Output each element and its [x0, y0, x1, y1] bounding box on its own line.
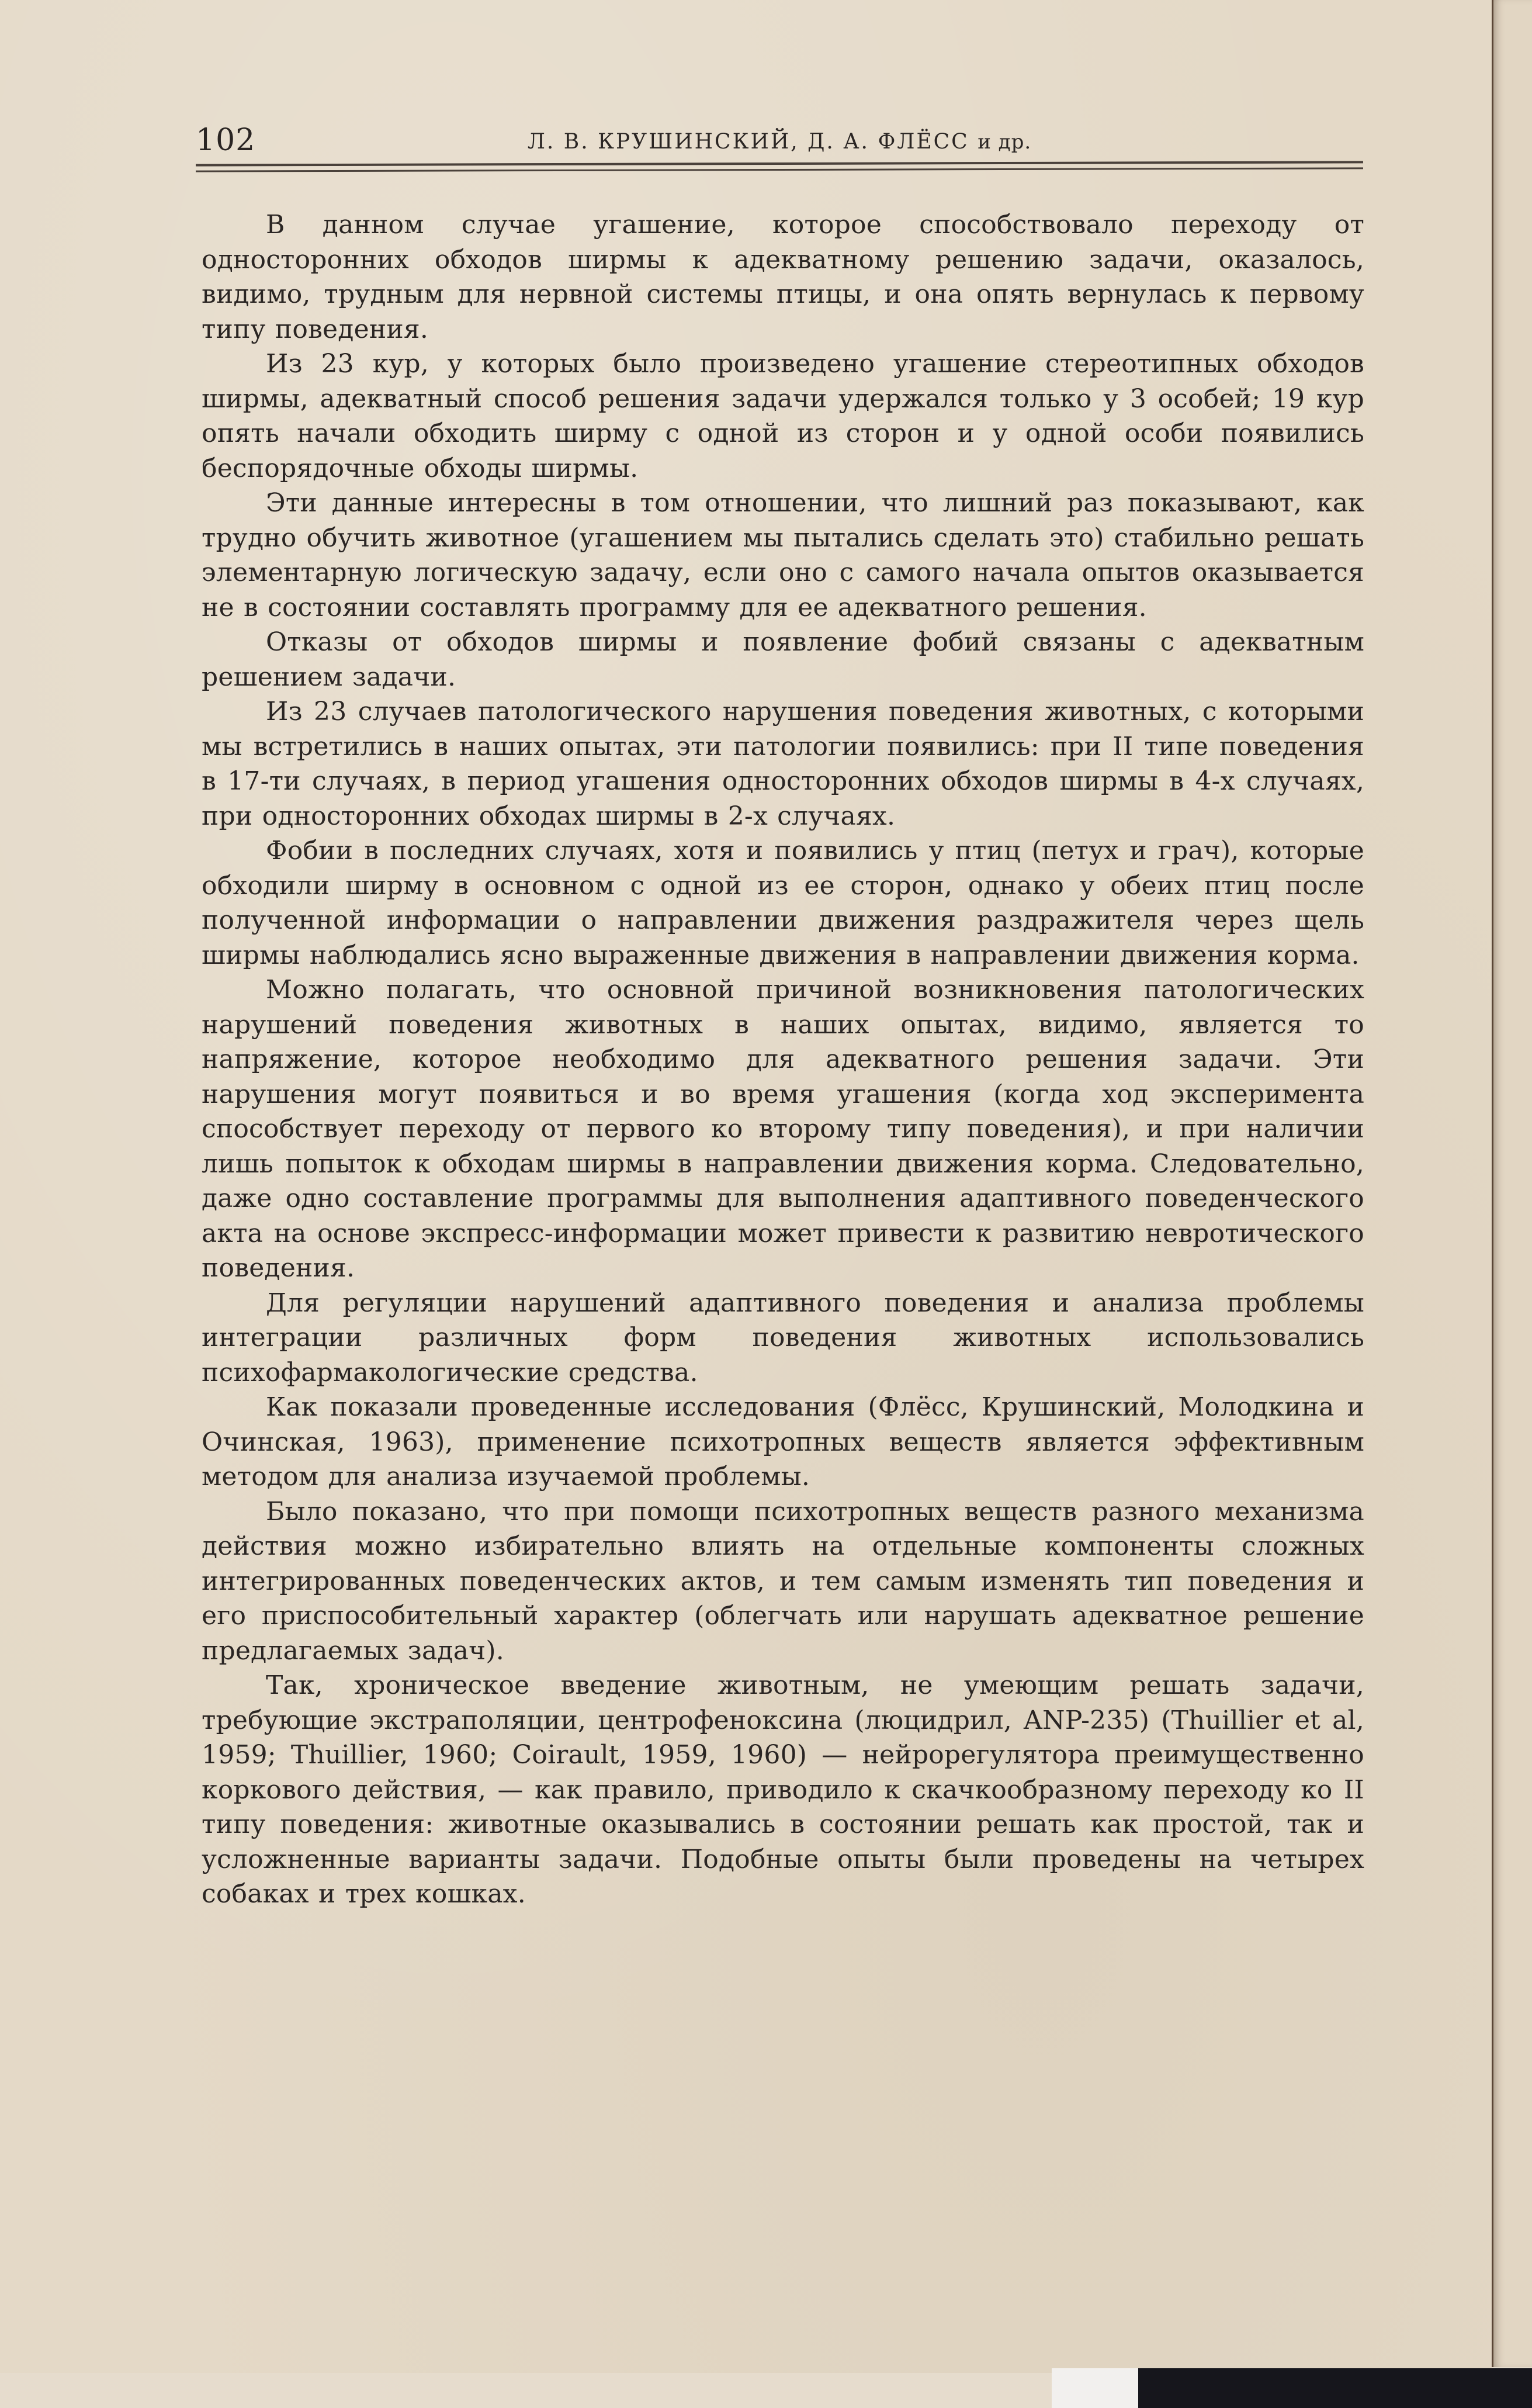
paragraph: В данном случае угашение, которое способствовало переходу от односторонних обходов ширмы к адекватному решению задачи, оказалось, видимо, трудным для нервной системы птицы, и она опять вернулась к первому типу поведения.: [202, 210, 1364, 344]
paragraph: Как показали проведенные исследования (Флёсс, Крушинский, Молодкина и Очинская, 1963), применение психотропных веществ является эффективным методом для анализа изучаемой проблемы.: [202, 1392, 1364, 1492]
running-head: [196, 126, 1363, 158]
header-double-rule: [196, 161, 1363, 172]
adjacent-page-edge: [1492, 0, 1532, 2367]
paragraph: Было показано, что при помощи психотропных веществ разного механизма действия можно избирательно влиять на отдельные компоненты сложных интегрированных поведенческих актов, и тем самым изменять тип поведения и его приспособительный характер (облегчать или нарушать адекватное решение предлагаемых задач).: [202, 1496, 1364, 1666]
paragraph: Так, хроническое введение животным, не умеющим решать задачи, требующие экстраполяции, центрофеноксина (люцидрил, ANP-235) (Thuillier et al, 1959; Thuillier, 1960; Coirault, 1959, 1960) — нейрорегулятора преимущественно коркового действия, — как правило, приводило к скачкообразному переходу ко II типу поведения: животные оказывались в состоянии решать как простой, так и усложненные варианты задачи. Подобные опыты были проведены на четырех собаках и трех кошках.: [202, 1670, 1364, 1909]
scan-background-light: [1052, 2368, 1138, 2408]
paragraph: Можно полагать, что основной причиной возникновения патологических нарушений поведения животных в наших опытах, видимо, является то напряжение, которое необходимо для адекватного решения задачи. Эти нарушения могут появиться и во время угашения (когда ход эксперимента способствует переходу от первого ко второму типу поведения), и при наличии лишь попыток к обходам ширмы в направлении движения корма. Следовательно, даже одно составление программы для выполнения адаптивного поведенческого акта на основе экспресс-информации может привести к развитию невротического поведения.: [202, 975, 1364, 1283]
paragraph: Фобии в последних случаях, хотя и появились у птиц (петух и грач), которые обходили ширму в основном с одной из ее сторон, однако у обеих птиц после полученной информации о направлении движения раздражителя через щель ширмы наблюдались ясно выраженные движения в направлении движения корма.: [202, 836, 1364, 970]
running-head-authors: Л. В. КРУШИНСКИЙ, Д. А. ФЛЁСС: [527, 130, 969, 154]
scan-background-dark: [1138, 2368, 1532, 2408]
paragraph: Отказы от обходов ширмы и появление фобий связаны с адекватным решением задачи.: [202, 627, 1364, 692]
paragraph: Из 23 случаев патологического нарушения поведения животных, с которыми мы встретились в наших опытах, эти патологии появились: при II типе поведения в 17-ти случаях, в период угашения односторонних обходов ширмы в 4-х случаях, при односторонних обходах ширмы в 2-х случаях.: [202, 697, 1364, 831]
page-number: 102: [196, 123, 256, 158]
paragraph: Из 23 кур, у которых было произведено угашение стереотипных обходов ширмы, адекватный способ решения задачи удержался только у 3 особей; 19 кур опять начали обходить ширму с одной из сторон и у одной особи появились беспорядочные обходы ширмы.: [202, 349, 1364, 483]
paragraph: Эти данные интересны в том отношении, что лишний раз показывают, как трудно обучить животное (угашением мы пытались сделать это) стабильно решать элементарную логическую задачу, если оно с самого начала опытов оказывается не в состоянии составлять программу для ее адекватного решения.: [202, 488, 1364, 622]
running-head-suffix: и др.: [978, 130, 1032, 154]
page-header: [196, 123, 1363, 158]
body-text: [202, 207, 1364, 1912]
paragraph: Для регуляции нарушений адаптивного поведения и анализа проблемы интеграции различных форм поведения животных использовались психофармакологические средства.: [202, 1288, 1364, 1388]
